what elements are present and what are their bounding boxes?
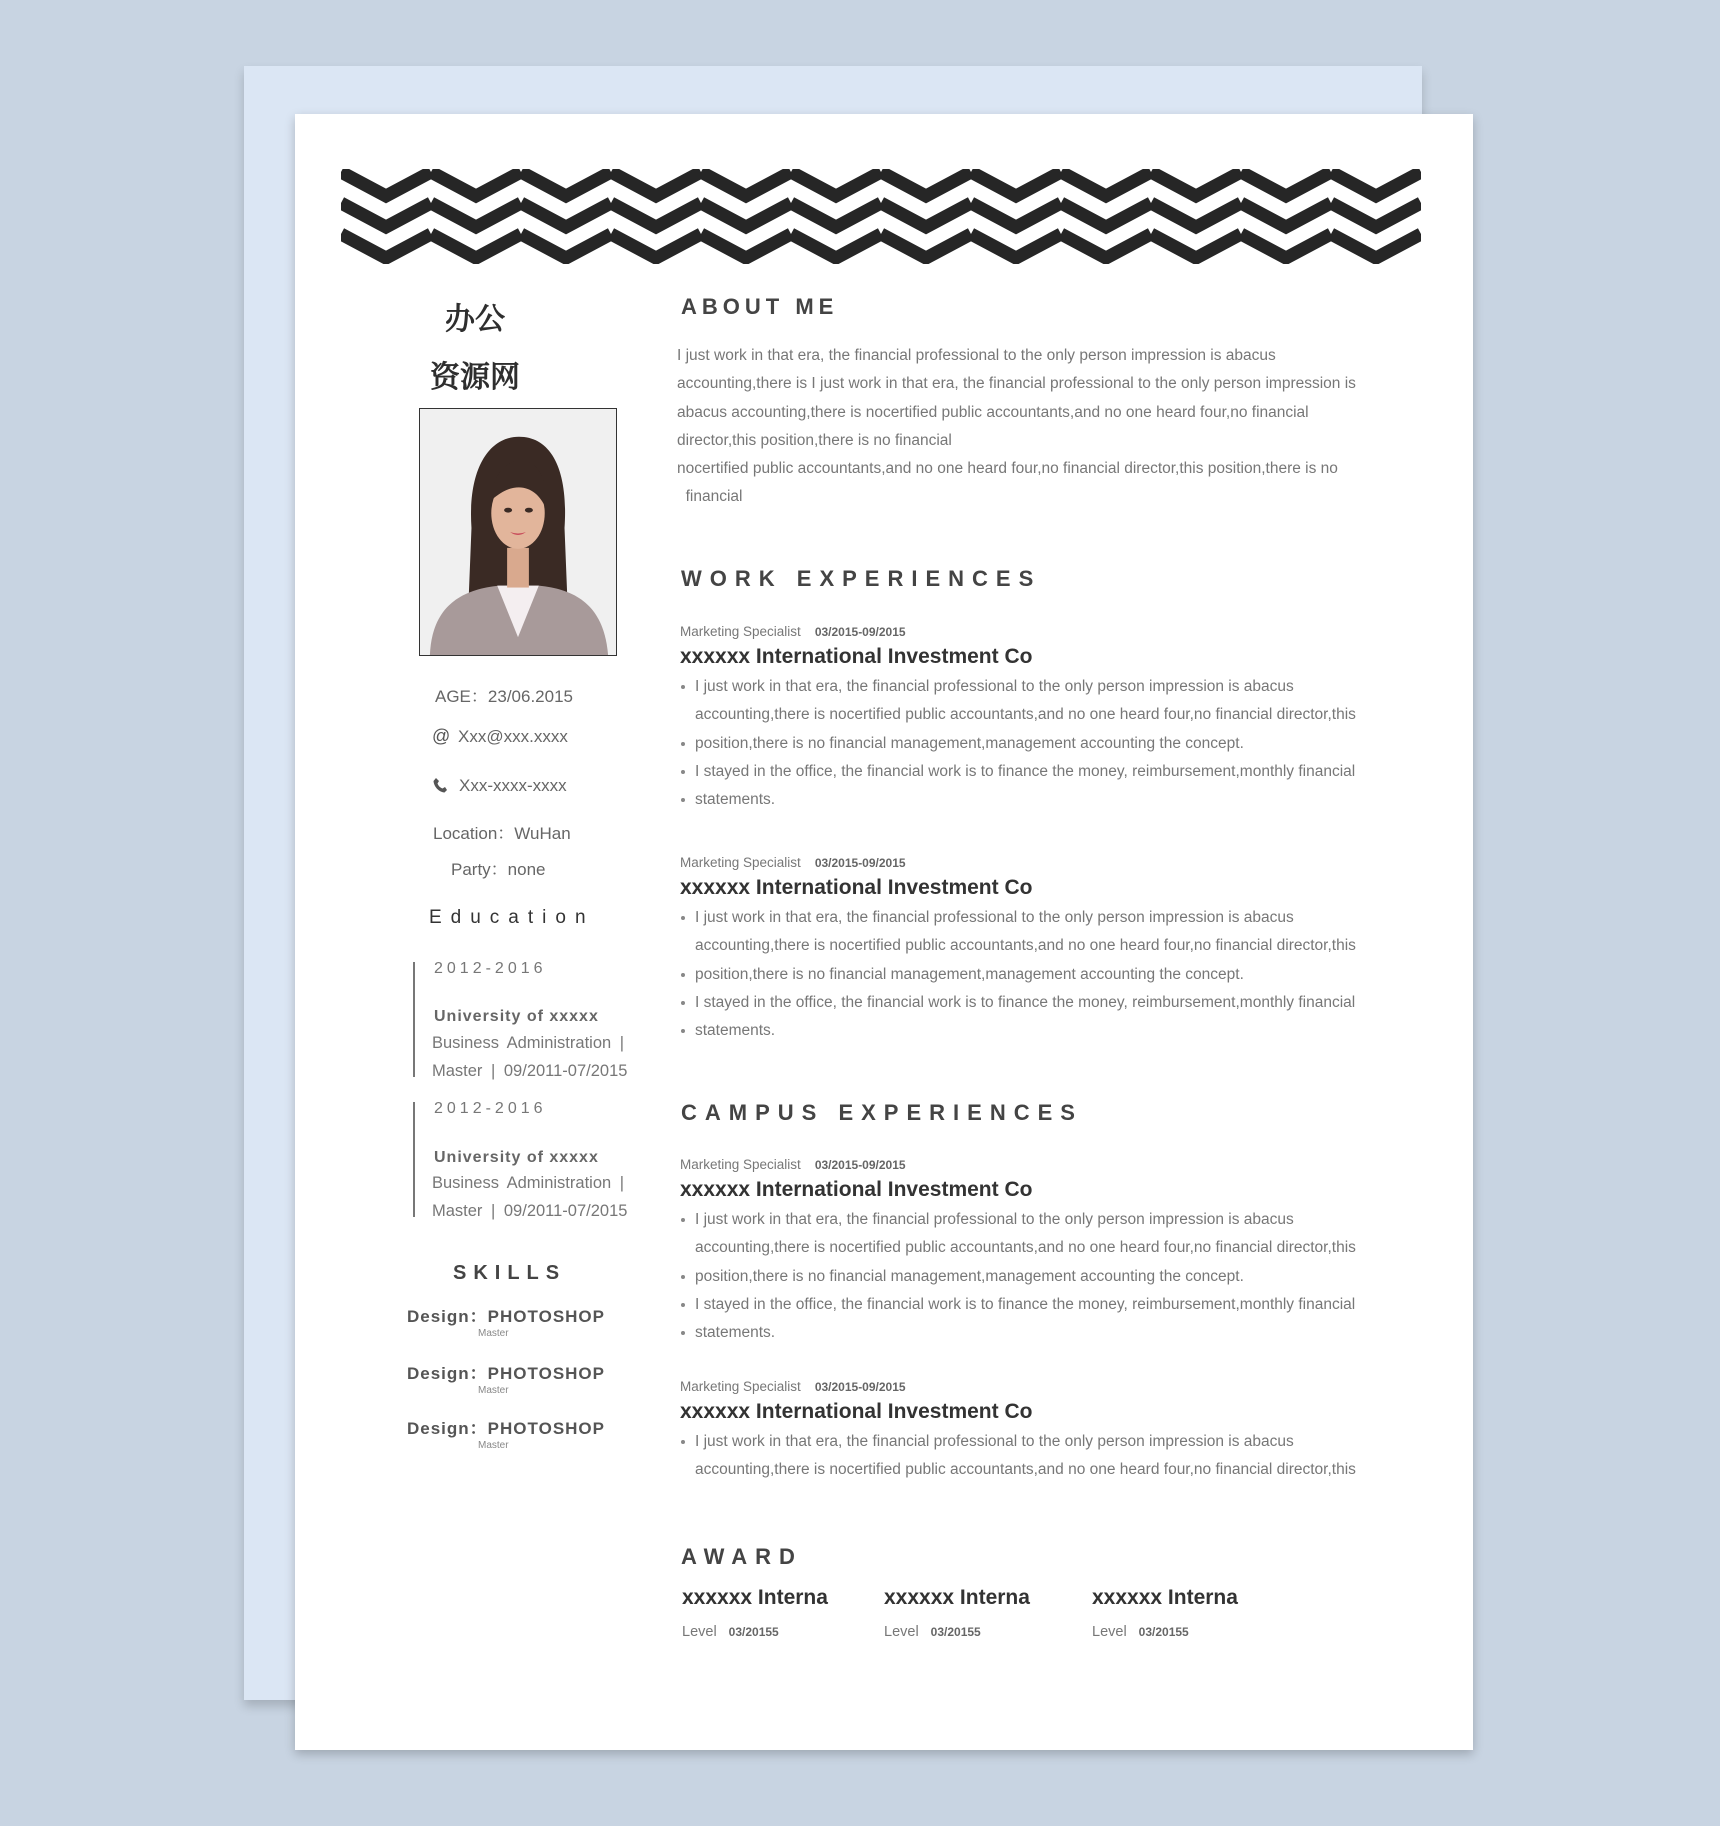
education-university: University of xxxxx: [434, 1008, 599, 1025]
about-title: ABOUT ME: [681, 294, 839, 319]
job-role: Marketing Specialist: [680, 624, 801, 639]
education-timeline-line: [413, 1102, 415, 1217]
resume-page: [295, 114, 1473, 1750]
job-bullets: [680, 904, 1380, 1045]
skill-level: Master: [478, 1328, 509, 1339]
profile-photo: [419, 408, 617, 656]
job-bullet: I stayed in the office, the financial work is to finance the money, reimbursement,monthly financial: [680, 1291, 1380, 1319]
award-level: Level: [1092, 1624, 1127, 1640]
job-bullet: accounting,there is nocertified public accountants,and no one heard four,no financial director,this: [695, 937, 1356, 955]
age-value: 23/06.2015: [487, 687, 573, 706]
award-date: 03/20155: [1138, 1625, 1189, 1639]
award-name: xxxxxx Interna: [682, 1586, 828, 1609]
job-bullets: [680, 1206, 1380, 1347]
work-title: WORK EXPERIENCES: [681, 566, 1042, 591]
job-date: 03/2015-09/2015: [814, 1158, 906, 1172]
age-row: [435, 682, 573, 707]
award-item: [1092, 1586, 1238, 1640]
about-line: director,this position,there is no financial: [677, 431, 952, 449]
job-bullet: statements.: [680, 1017, 1380, 1045]
job-bullet: statements.: [680, 1319, 1380, 1347]
name-line-1: 办公: [445, 302, 505, 337]
age-label: AGE：: [435, 687, 488, 706]
job-company: xxxxxx International Investment Co: [680, 1178, 1033, 1201]
about-text: [677, 342, 1377, 512]
work-entry: [680, 855, 1380, 1045]
skill-name: Design：PHOTOSHOP: [407, 1419, 605, 1438]
job-bullet: accounting,there is nocertified public accountants,and no one heard four,no financial director,this: [695, 1461, 1356, 1479]
award-item: [682, 1586, 828, 1640]
work-entry: [680, 624, 1380, 814]
job-bullet: I just work in that era, the financial professional to the only person impression is abacus: [680, 1206, 1380, 1234]
education-timeline-line: [413, 962, 415, 1077]
job-role: Marketing Specialist: [680, 1157, 801, 1172]
job-date: 03/2015-09/2015: [814, 856, 906, 870]
campus-title: CAMPUS EXPERIENCES: [681, 1100, 1083, 1125]
job-company: xxxxxx International Investment Co: [680, 1400, 1033, 1423]
education-degree: Business Administration | Master | 09/2011-07/2015: [432, 1034, 628, 1080]
award-level: Level: [682, 1624, 717, 1640]
award-date: 03/20155: [930, 1625, 981, 1639]
job-date: 03/2015-09/2015: [814, 625, 906, 639]
name-line-2: 资源网: [430, 360, 520, 395]
email-value: Xxx@xxx.xxxx: [458, 727, 568, 746]
about-line: accounting,there is I just work in that era, the financial professional to the only person impression is: [677, 375, 1356, 393]
skill-level: Master: [478, 1440, 509, 1451]
job-meta: [680, 624, 1380, 639]
job-meta: [680, 1379, 1380, 1394]
about-line: abacus accounting,there is nocertified public accountants,and no one heard four,no financial: [677, 403, 1309, 421]
job-company: xxxxxx International Investment Co: [680, 876, 1033, 899]
job-role: Marketing Specialist: [680, 1379, 801, 1394]
job-bullet: accounting,there is nocertified public accountants,and no one heard four,no financial director,this: [695, 706, 1356, 724]
phone-icon: [433, 775, 459, 796]
job-company: xxxxxx International Investment Co: [680, 645, 1033, 668]
job-bullets: [680, 673, 1380, 814]
skills-title: SKILLS: [453, 1262, 567, 1284]
campus-entry: [680, 1379, 1380, 1485]
job-bullet: position,there is no financial management,management accounting the concept.: [680, 961, 1380, 989]
job-bullet: I stayed in the office, the financial work is to finance the money, reimbursement,monthly financial: [680, 989, 1380, 1017]
at-sign-icon: @: [432, 726, 451, 746]
education-degree: Business Administration | Master | 09/2011-07/2015: [432, 1174, 628, 1220]
location-row: Location：WuHan: [433, 824, 571, 843]
job-bullet: position,there is no financial management,management accounting the concept.: [680, 730, 1380, 758]
award-name: xxxxxx Interna: [1092, 1586, 1238, 1609]
job-role: Marketing Specialist: [680, 855, 801, 870]
award-meta: [682, 1624, 828, 1640]
education-title: Education: [429, 907, 595, 928]
job-bullet: statements.: [680, 786, 1380, 814]
about-line: nocertified public accountants,and no one heard four,no financial director,this position,there is no: [677, 460, 1338, 478]
job-bullet: I just work in that era, the financial professional to the only person impression is abacus: [680, 1428, 1380, 1456]
about-line: financial: [677, 488, 743, 506]
job-bullet: I stayed in the office, the financial work is to finance the money, reimbursement,monthly financial: [680, 758, 1380, 786]
award-level: Level: [884, 1624, 919, 1640]
about-line: I just work in that era, the financial professional to the only person impression is abacus: [677, 347, 1276, 364]
email-row: [432, 726, 568, 747]
education-years: 2012-2016: [434, 960, 547, 977]
award-item: [884, 1586, 1030, 1640]
skill-name: Design：PHOTOSHOP: [407, 1307, 605, 1326]
award-date: 03/20155: [728, 1625, 779, 1639]
award-title: AWARD: [681, 1544, 803, 1569]
skill-name: Design：PHOTOSHOP: [407, 1364, 605, 1383]
job-bullets: [680, 1428, 1380, 1485]
education-years: 2012-2016: [434, 1100, 547, 1117]
job-bullet: I just work in that era, the financial professional to the only person impression is abacus: [680, 673, 1380, 701]
job-bullet: accounting,there is nocertified public accountants,and no one heard four,no financial director,this: [695, 1239, 1356, 1257]
phone-row: [433, 775, 567, 796]
campus-entry: [680, 1157, 1380, 1347]
award-meta: [884, 1624, 1030, 1640]
skill-level: Master: [478, 1385, 509, 1396]
job-bullet: I just work in that era, the financial professional to the only person impression is abacus: [680, 904, 1380, 932]
job-meta: [680, 1157, 1380, 1172]
education-university: University of xxxxx: [434, 1149, 599, 1166]
zigzag-banner: [341, 169, 1421, 264]
party-row: Party：none: [451, 860, 546, 879]
phone-value: Xxx-xxxx-xxxx: [459, 776, 567, 795]
job-bullet: position,there is no financial management,management accounting the concept.: [680, 1263, 1380, 1291]
job-meta: [680, 855, 1380, 870]
job-date: 03/2015-09/2015: [814, 1380, 906, 1394]
award-name: xxxxxx Interna: [884, 1586, 1030, 1609]
award-meta: [1092, 1624, 1238, 1640]
